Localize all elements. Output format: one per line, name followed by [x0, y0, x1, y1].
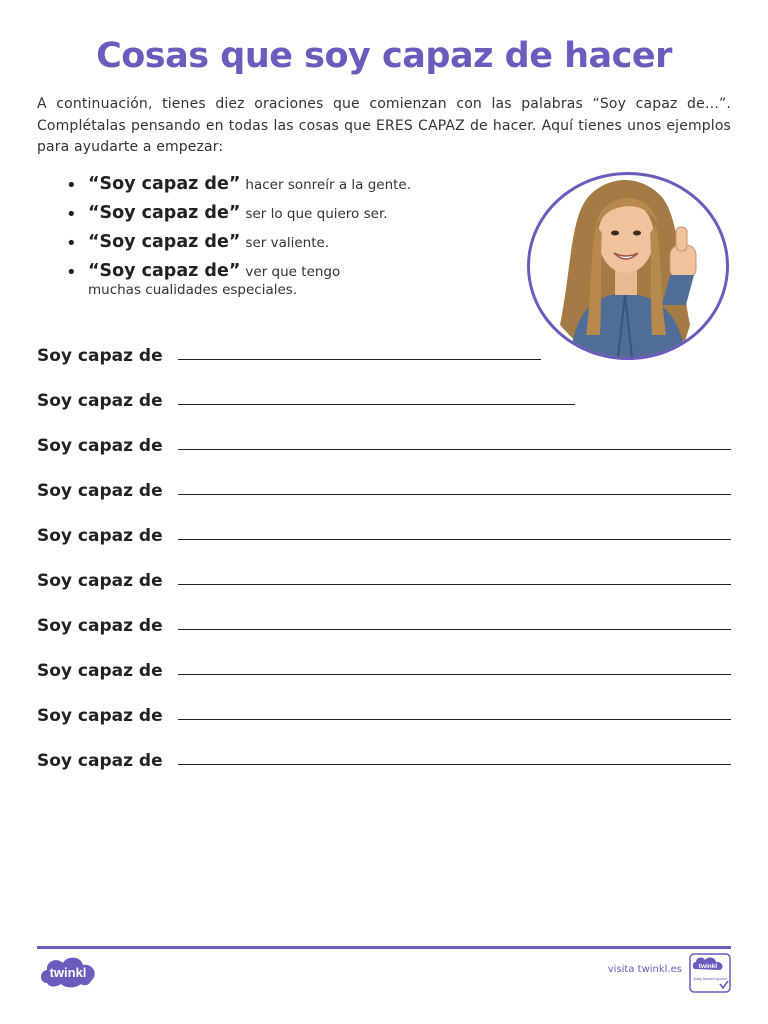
line-label: Soy capaz de: [37, 661, 163, 681]
sentence-line-1: [37, 336, 542, 366]
answer-blank[interactable]: [178, 764, 731, 765]
quality-badge-icon: [689, 953, 731, 993]
sentence-line-7: [37, 606, 731, 636]
example-lead: “Soy capaz de”: [88, 174, 241, 194]
example-text: hacer sonreír a la gente.: [245, 177, 412, 193]
example-text: ver que tengo: [245, 264, 341, 280]
example-item: [66, 203, 506, 223]
quality-standard-badge: [689, 953, 731, 993]
line-label: Soy capaz de: [37, 481, 163, 501]
example-lead: “Soy capaz de”: [88, 261, 241, 281]
answer-blank[interactable]: [178, 359, 541, 360]
answer-blank[interactable]: [178, 449, 731, 450]
line-label: Soy capaz de: [37, 526, 163, 546]
example-text: ser lo que quiero ser.: [245, 206, 388, 222]
answer-blank[interactable]: [178, 494, 731, 495]
answer-blank[interactable]: [178, 629, 731, 630]
example-list: [66, 174, 506, 307]
badge-logo-text: twinkl: [698, 963, 718, 970]
twinkl-logo[interactable]: [37, 953, 99, 989]
sentence-line-2: [37, 381, 577, 411]
twinkl-cloud-icon: [37, 953, 99, 989]
visit-link[interactable]: visita twinkl.es: [607, 964, 682, 975]
line-label: Soy capaz de: [37, 391, 163, 411]
example-item: [66, 261, 506, 298]
example-item: [66, 232, 506, 252]
example-text-continued: muchas cualidades especiales.: [88, 282, 298, 298]
example-lead: “Soy capaz de”: [88, 203, 241, 223]
answer-blank[interactable]: [178, 674, 731, 675]
sentence-line-8: [37, 651, 731, 681]
worksheet-title: Cosas que soy capaz de hacer: [96, 36, 672, 76]
answer-blank[interactable]: [178, 719, 731, 720]
girl-illustration-icon: [530, 175, 726, 357]
line-label: Soy capaz de: [37, 616, 163, 636]
example-lead: “Soy capaz de”: [88, 232, 241, 252]
line-label: Soy capaz de: [37, 706, 163, 726]
sentence-line-9: [37, 696, 731, 726]
sentence-line-4: [37, 471, 731, 501]
answer-blank[interactable]: [178, 584, 731, 585]
line-label: Soy capaz de: [37, 346, 163, 366]
answer-blank[interactable]: [178, 539, 731, 540]
sentence-line-6: [37, 561, 731, 591]
line-label: Soy capaz de: [37, 436, 163, 456]
answer-blank[interactable]: [178, 404, 575, 405]
example-item: [66, 174, 506, 194]
logo-text: twinkl: [49, 965, 87, 980]
footer-divider: [37, 946, 731, 949]
sentence-line-10: [37, 741, 731, 771]
example-text: ser valiente.: [245, 235, 330, 251]
instructions-paragraph: A continuación, tienes diez oraciones que comienzan con las palabras “Soy capaz de…”. Complétalas pensando en todas las cosas que ERES CAPAZ de hacer. Aquí tienes unos ejemplos para ayudarte a empezar:: [37, 96, 731, 155]
sentence-line-5: [37, 516, 731, 546]
line-label: Soy capaz de: [37, 751, 163, 771]
sentence-line-3: [37, 426, 731, 456]
badge-caption: Quality Standard Approved: [693, 977, 728, 981]
line-label: Soy capaz de: [37, 571, 163, 591]
girl-thumbs-up-illustration: [527, 172, 729, 360]
